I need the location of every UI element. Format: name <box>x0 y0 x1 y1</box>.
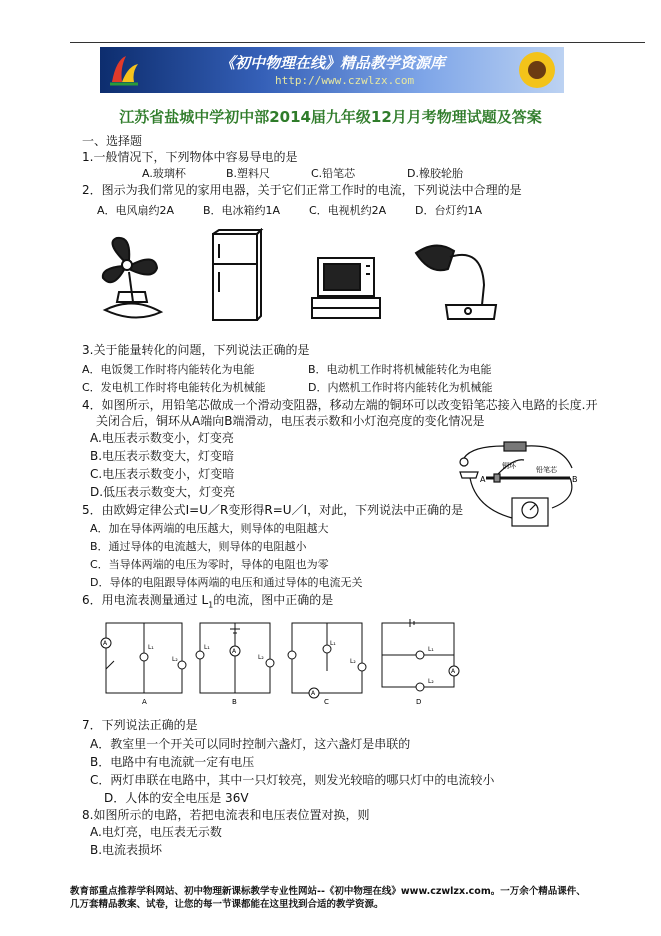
q4-option-b: B.电压表示数变大，灯变暗 <box>90 449 235 463</box>
pencil-rheostat-circuit-diagram <box>452 438 592 534</box>
lamp-l2-d: L₂ <box>428 678 434 685</box>
q5-option-c: C．当导体两端的电压为零时，导体的电阻也为零 <box>90 558 329 571</box>
q2-stem: 2．图示为我们常见的家用电器，关于它们正常工作时的电流，下列说法中合理的是 <box>82 183 522 197</box>
refrigerator-icon <box>207 228 265 328</box>
q5-stem: 5．由欧姆定律公式I=U／R变形得R=U／I，对此，下列说法中正确的是 <box>82 503 464 517</box>
q3-option-a: A．电饭煲工作时将内能转化为电能 <box>82 363 255 376</box>
document-title: 江苏省盐城中学初中部2014届九年级12月月考物理试题及答案 <box>119 108 542 126</box>
label-copper-ring: 铜环 <box>502 462 516 470</box>
meter-a: A <box>103 640 108 647</box>
lamp-l1-c: L₁ <box>330 640 336 647</box>
q4-stem-line2: 关闭合后，铜环从A端向B端滑动，电压表示数和小灯泡亮度的变化情况是 <box>96 414 485 428</box>
header-rule <box>70 42 645 43</box>
site-banner[interactable] <box>100 47 564 93</box>
lamp-l1-b: L₁ <box>204 644 210 651</box>
banner-url[interactable]: http://www.czwlzx.com <box>275 74 415 87</box>
q3-option-c: C．发电机工作时将电能转化为机械能 <box>82 381 266 394</box>
q7-option-a: A．教室里一个开关可以同时控制六盏灯，这六盏灯是串联的 <box>90 737 411 751</box>
diagram-label-c: C <box>324 698 329 705</box>
lamp-l2-c: L₂ <box>350 658 356 665</box>
q1-option-a: A.玻璃杯 <box>142 167 186 180</box>
q8-option-b: B.电流表损坏 <box>90 843 163 857</box>
q6-stem: 6．用电流表测量通过 $L_1$的电流，图中正确的是 <box>82 593 334 610</box>
q7-option-c: C．两灯串联在电路中，其中一只灯较亮，则发光较暗的哪只灯中的电流较小 <box>90 773 495 787</box>
lamp-l2-b: L₂ <box>258 654 264 661</box>
q5-option-b: B．通过导体的电流越大，则导体的电阻越小 <box>90 540 307 553</box>
diagram-label-d: D <box>416 698 422 705</box>
q7-option-d: D．人体的安全电压是 36V <box>104 791 249 805</box>
q4-stem-line1: 4．如图所示，用铅笔芯做成一个滑动变阻器，移动左端的铜环可以改变铅笔芯接入电路的长度.开 <box>82 398 598 412</box>
banner-title: 《初中物理在线》精品教学资源库 <box>220 54 446 72</box>
q1-option-d: D.橡胶轮胎 <box>407 167 463 180</box>
sunflower-icon <box>516 49 558 91</box>
q1-option-c: C.铅笔芯 <box>311 167 356 180</box>
section-heading: 一、选择题 <box>82 134 143 148</box>
lamp-l2-a: L₂ <box>172 656 178 663</box>
q3-option-b: B．电动机工作时将机械能转化为电能 <box>308 363 492 376</box>
q2-option-b: B．电冰箱约1A <box>203 204 281 217</box>
q7-stem: 7．下列说法正确的是 <box>82 718 198 732</box>
meter-d: A <box>451 668 456 675</box>
q4-option-c: C.电压表示数变小，灯变暗 <box>90 467 235 481</box>
q4-option-d: D.低压表示数变大，灯变亮 <box>90 485 236 499</box>
label-a: A <box>480 475 486 484</box>
label-b: B <box>572 475 578 484</box>
q8-option-a: A.电灯亮，电压表无示数 <box>90 825 222 839</box>
label-pencil-lead: 铅笔芯 <box>536 466 557 474</box>
q4-option-a: A.电压表示数变小，灯变亮 <box>90 431 234 445</box>
site-logo-icon <box>106 52 142 88</box>
meter-c: A <box>311 690 316 697</box>
diagram-label-b: B <box>232 698 237 705</box>
desk-lamp-icon <box>410 235 502 327</box>
q5-option-a: A．加在导体两端的电压越大，则导体的电阻越大 <box>90 522 329 535</box>
q1-stem: 1.一般情况下，下列物体中容易导电的是 <box>82 150 298 164</box>
q2-option-c: C．电视机约2A <box>309 204 387 217</box>
diagram-label-a: A <box>142 698 147 705</box>
electric-fan-icon <box>95 232 175 327</box>
q2-option-d: D．台灯约1A <box>415 204 482 217</box>
q5-option-d: D．导体的电阻跟导体两端的电压和通过导体的电流无关 <box>90 576 363 589</box>
footer-line-2: 几万套精品教案、试卷，让您的每一节课都能在这里找到合适的教学资源。 <box>70 899 384 910</box>
q1-option-b: B.塑料尺 <box>226 167 271 180</box>
lamp-l1-d: L₁ <box>428 646 434 653</box>
q7-option-b: B．电路中有电流就一定有电压 <box>90 755 255 769</box>
meter-b: A <box>232 648 237 655</box>
q8-stem: 8.如图所示的电路，若把电流表和电压表位置对换，则 <box>82 808 370 822</box>
q6-circuit-diagrams <box>100 615 460 705</box>
footer-line-1: 教育部重点推荐学科网站、初中物理新课标教学专业性网站--《初中物理在线》www.czwlzx.com。一万余个精品课件、 <box>70 886 586 897</box>
television-icon <box>308 252 386 324</box>
q2-option-a: A．电风扇约2A <box>97 204 175 217</box>
q3-stem: 3.关于能量转化的问题，下列说法正确的是 <box>82 343 310 357</box>
q3-option-d: D．内燃机工作时将内能转化为机械能 <box>308 381 493 394</box>
lamp-l1-a: L₁ <box>148 644 154 651</box>
page-footer <box>70 885 610 911</box>
